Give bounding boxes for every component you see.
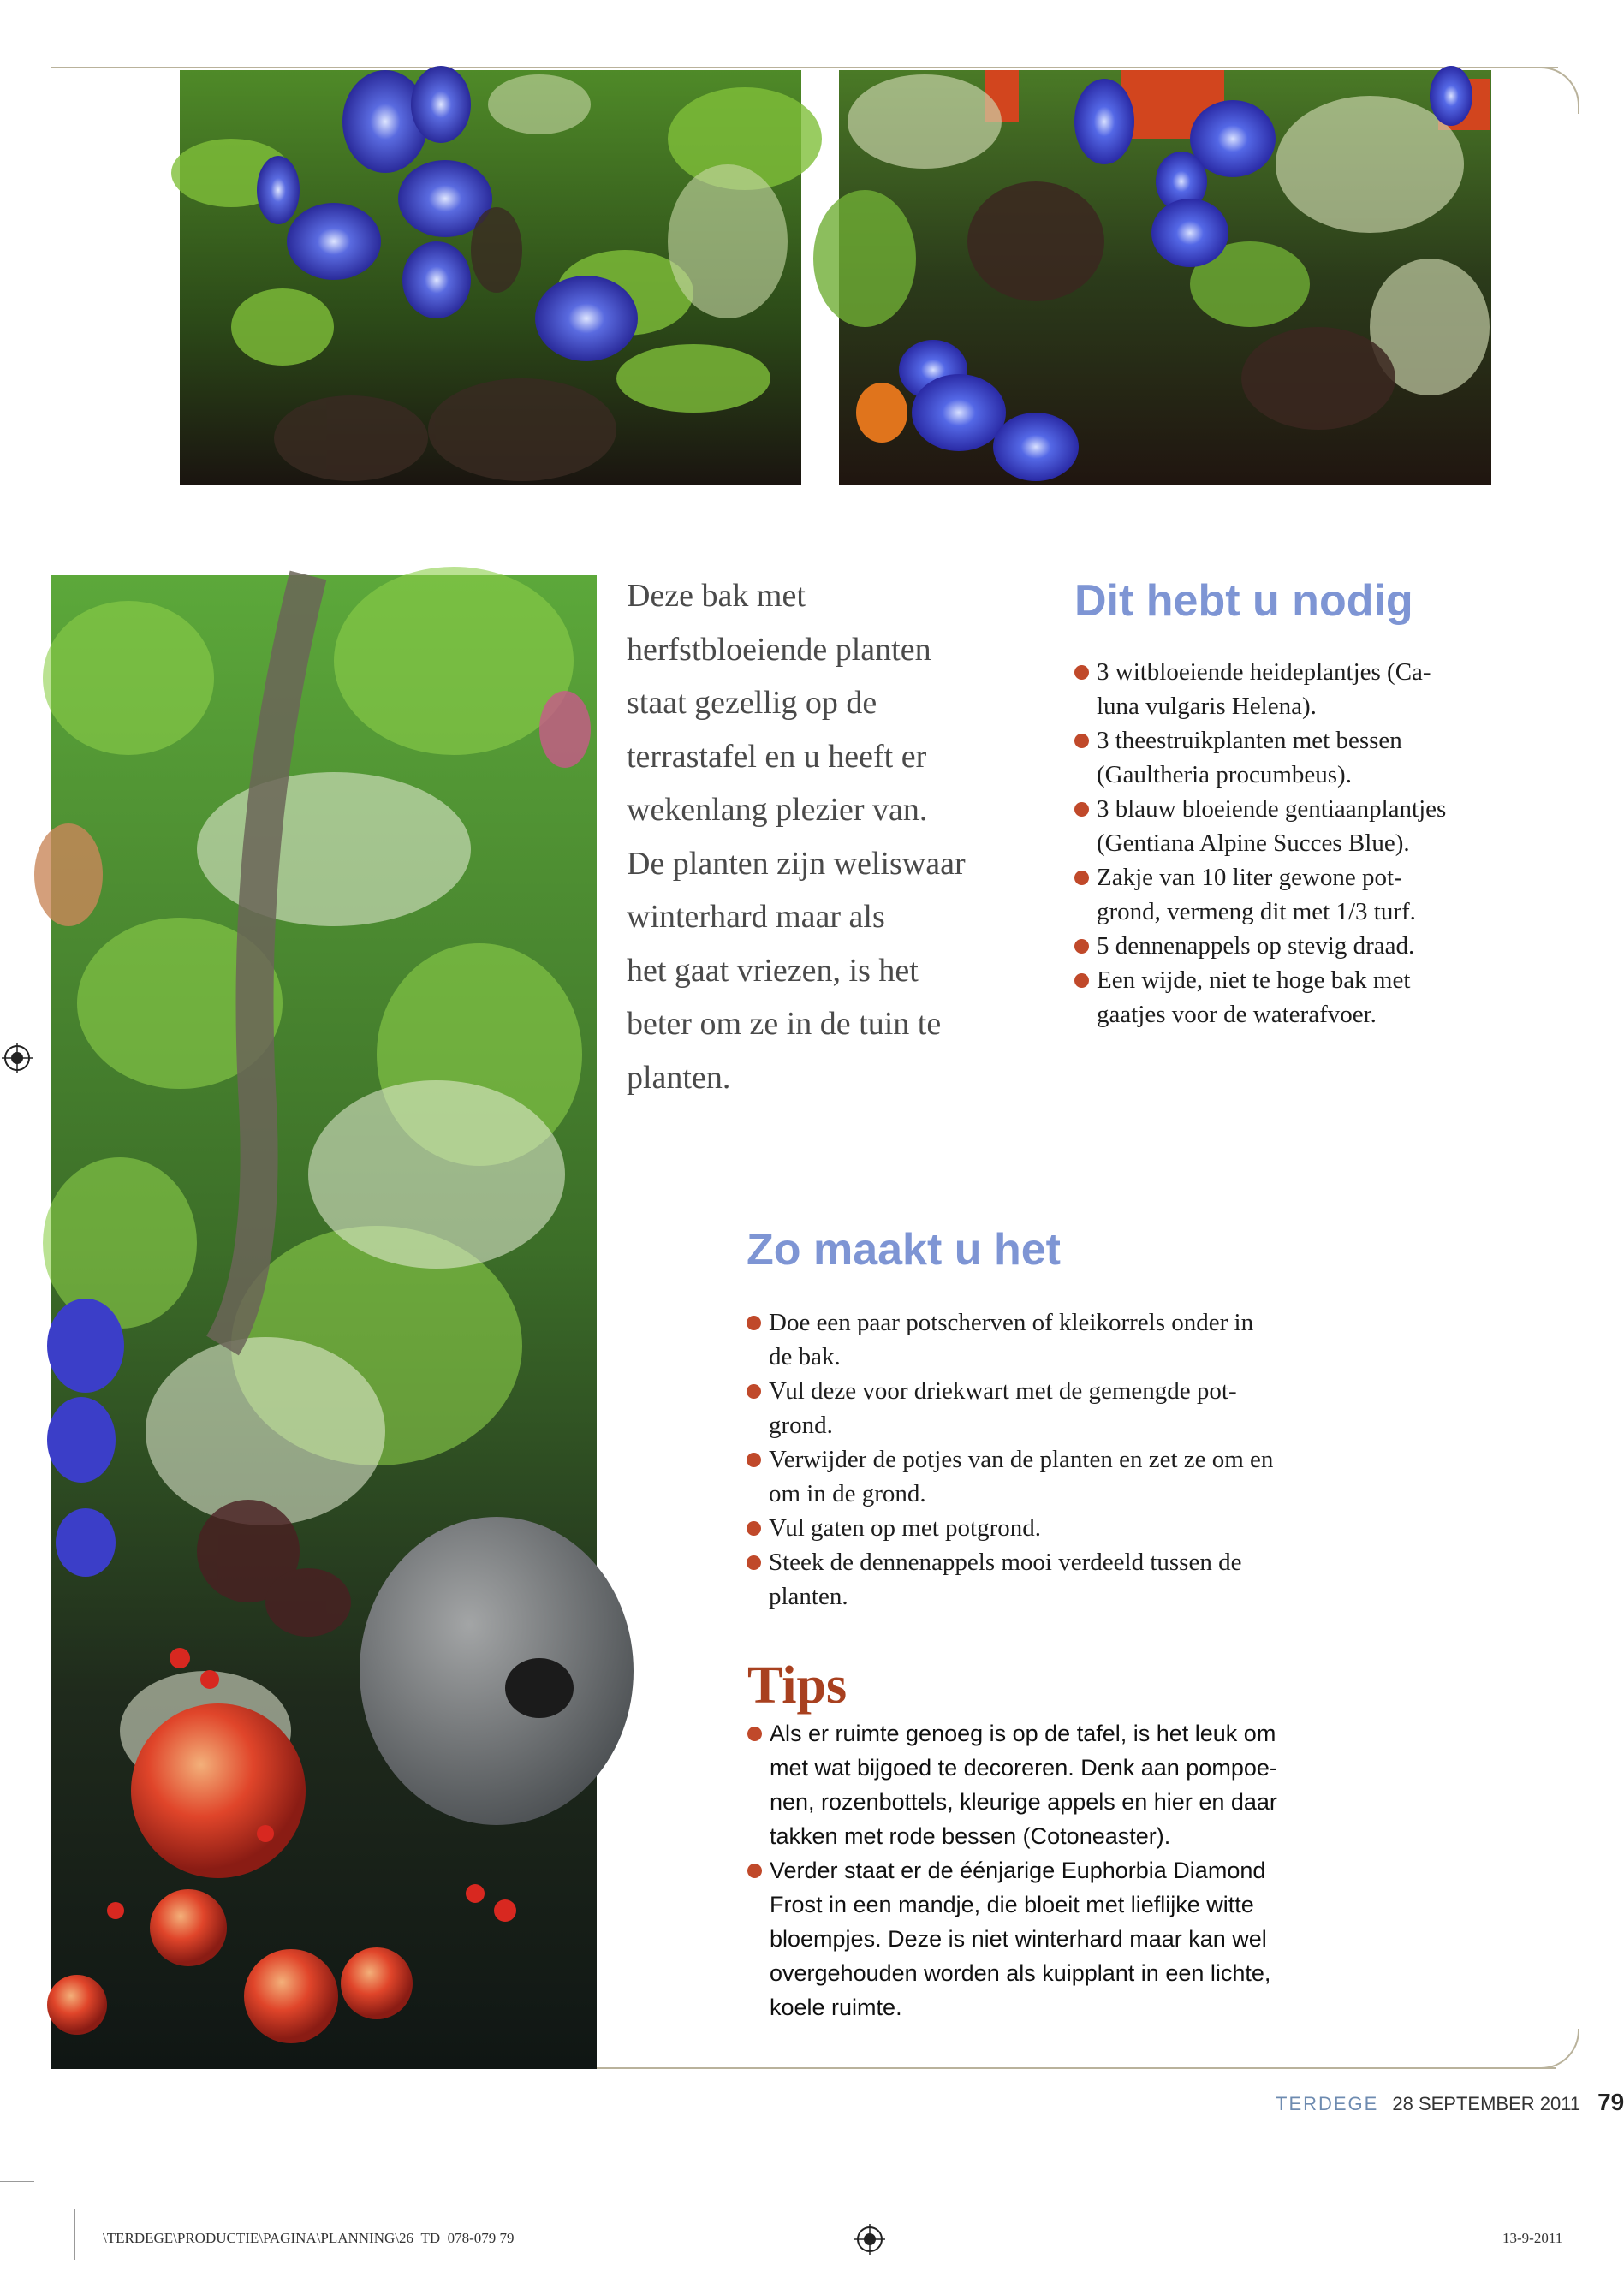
bullet-dot-icon xyxy=(1074,802,1089,817)
intro-line: het gaat vriezen, is het xyxy=(627,952,919,989)
intro-line: terrastafel en u heeft er xyxy=(627,738,927,775)
make-list xyxy=(747,1305,1346,1614)
bullet-dot-icon xyxy=(1074,665,1089,680)
bullet-dot-icon xyxy=(1074,871,1089,885)
list-item xyxy=(1074,723,1494,792)
intro-line: beter om ze in de tuin te xyxy=(627,1006,942,1042)
page-footer xyxy=(1276,2089,1624,2116)
list-item-line: met wat bijgoed te decoreren. Denk aan pompoe- xyxy=(770,1755,1277,1781)
crop-mark xyxy=(0,2181,34,2182)
list-item-line: Steek de dennenappels mooi verdeeld tussen de xyxy=(769,1549,1242,1576)
frame-top-corner xyxy=(1532,67,1579,114)
list-item xyxy=(747,1716,1330,1853)
list-item-line: nen, rozenbottels, kleurige appels en hier en daar xyxy=(770,1789,1277,1815)
tips-list xyxy=(747,1716,1330,2024)
intro-line: planten. xyxy=(627,1059,731,1096)
list-item xyxy=(1074,860,1494,929)
issue-date: 28 SEPTEMBER 2011 xyxy=(1392,2093,1581,2114)
list-item xyxy=(1074,929,1494,963)
make-heading: Zo maakt u het xyxy=(747,1225,1061,1275)
bullet-dot-icon xyxy=(747,1521,761,1536)
list-item-line: Vul gaten op met potgrond. xyxy=(769,1514,1042,1542)
list-item xyxy=(747,1545,1346,1614)
bullet-dot-icon xyxy=(1074,734,1089,748)
tips-heading: Tips xyxy=(747,1656,848,1715)
list-item xyxy=(1074,963,1494,1031)
frame-top-rule xyxy=(51,67,1558,68)
list-item xyxy=(747,1853,1330,2024)
needs-heading: Dit hebt u nodig xyxy=(1074,576,1413,626)
frame-bottom-rule xyxy=(597,2067,1556,2069)
photo-gentians-right xyxy=(839,70,1491,485)
list-item-line: Verwijder de potjes van de planten en zet ze om en xyxy=(769,1446,1274,1473)
list-item-line: overgehouden worden als kuipplant in een lichte, xyxy=(770,1960,1271,1986)
list-item-line: bloempjes. Deze is niet winterhard maar kan wel xyxy=(770,1926,1267,1952)
intro-line: herfstbloeiende planten xyxy=(627,631,931,668)
list-item-line: 3 theestruikplanten met bessen xyxy=(1097,727,1402,754)
intro-line: winterhard maar als xyxy=(627,899,885,935)
list-item-line: 3 witbloeiende heideplantjes (Ca- xyxy=(1097,658,1431,686)
list-item-line: grond. xyxy=(769,1412,833,1439)
registration-mark-icon xyxy=(854,2224,885,2255)
photo-basket-arrangement xyxy=(51,575,597,2069)
list-item-line: 5 dennenappels op stevig draad. xyxy=(1097,932,1415,960)
list-item xyxy=(747,1511,1346,1545)
list-item-line: planten. xyxy=(769,1583,848,1610)
slug-divider xyxy=(74,2209,75,2260)
list-item-line: 3 blauw bloeiende gentiaanplantjes xyxy=(1097,795,1447,823)
bullet-dot-icon xyxy=(747,1864,762,1878)
list-item-line: Een wijde, niet te hoge bak met xyxy=(1097,966,1411,994)
list-item-line: Verder staat er de éénjarige Euphorbia Diamond xyxy=(770,1858,1266,1883)
intro-line: De planten zijn weliswaar xyxy=(627,845,966,882)
bullet-dot-icon xyxy=(747,1555,761,1570)
list-item-line: om in de grond. xyxy=(769,1480,926,1507)
registration-mark-icon xyxy=(2,1043,33,1073)
bullet-dot-icon xyxy=(747,1727,762,1741)
list-item-line: Zakje van 10 liter gewone pot- xyxy=(1097,864,1402,891)
slug-file-path: \TERDEGE\PRODUCTIE\PAGINA\PLANNING\26_TD_078-079 79 xyxy=(103,2230,515,2246)
intro-line: wekenlang plezier van. xyxy=(627,792,928,828)
bullet-dot-icon xyxy=(747,1384,761,1399)
intro-line: staat gezellig op de xyxy=(627,685,877,721)
list-item xyxy=(747,1305,1346,1374)
list-item-line: (Gentiana Alpine Succes Blue). xyxy=(1097,829,1410,857)
list-item-line: Als er ruimte genoeg is op de tafel, is het leuk om xyxy=(770,1721,1276,1746)
list-item-line: Doe een paar potscherven of kleikorrels onder in xyxy=(769,1309,1254,1336)
frame-bottom-corner xyxy=(1532,2029,1579,2069)
bullet-dot-icon xyxy=(747,1316,761,1330)
bullet-dot-icon xyxy=(1074,973,1089,988)
list-item-line: luna vulgaris Helena). xyxy=(1097,693,1317,720)
bullet-dot-icon xyxy=(1074,939,1089,954)
photo-gentians-left xyxy=(180,70,801,485)
list-item-line: Frost in een mandje, die bloeit met lieflijke witte xyxy=(770,1892,1254,1917)
list-item xyxy=(1074,655,1494,723)
list-item-line: Vul deze voor driekwart met de gemengde pot- xyxy=(769,1377,1237,1405)
list-item-line: grond, vermeng dit met 1/3 turf. xyxy=(1097,898,1416,925)
list-item xyxy=(747,1374,1346,1442)
intro-line: Deze bak met xyxy=(627,578,806,614)
list-item-line: koele ruimte. xyxy=(770,1995,902,2020)
list-item-line: gaatjes voor de waterafvoer. xyxy=(1097,1001,1377,1028)
list-item xyxy=(1074,792,1494,860)
needs-list xyxy=(1074,655,1494,1031)
list-item-line: takken met rode bessen (Cotoneaster). xyxy=(770,1823,1171,1849)
list-item-line: de bak. xyxy=(769,1343,841,1370)
list-item-line: (Gaultheria procumbeus). xyxy=(1097,761,1352,788)
slug-date: 13-9-2011 xyxy=(1502,2230,1563,2246)
intro-text xyxy=(627,569,1029,1104)
list-item xyxy=(747,1442,1346,1511)
page-number: 79 xyxy=(1597,2089,1624,2115)
bullet-dot-icon xyxy=(747,1453,761,1467)
magazine-name: TERDEGE xyxy=(1276,2093,1379,2114)
